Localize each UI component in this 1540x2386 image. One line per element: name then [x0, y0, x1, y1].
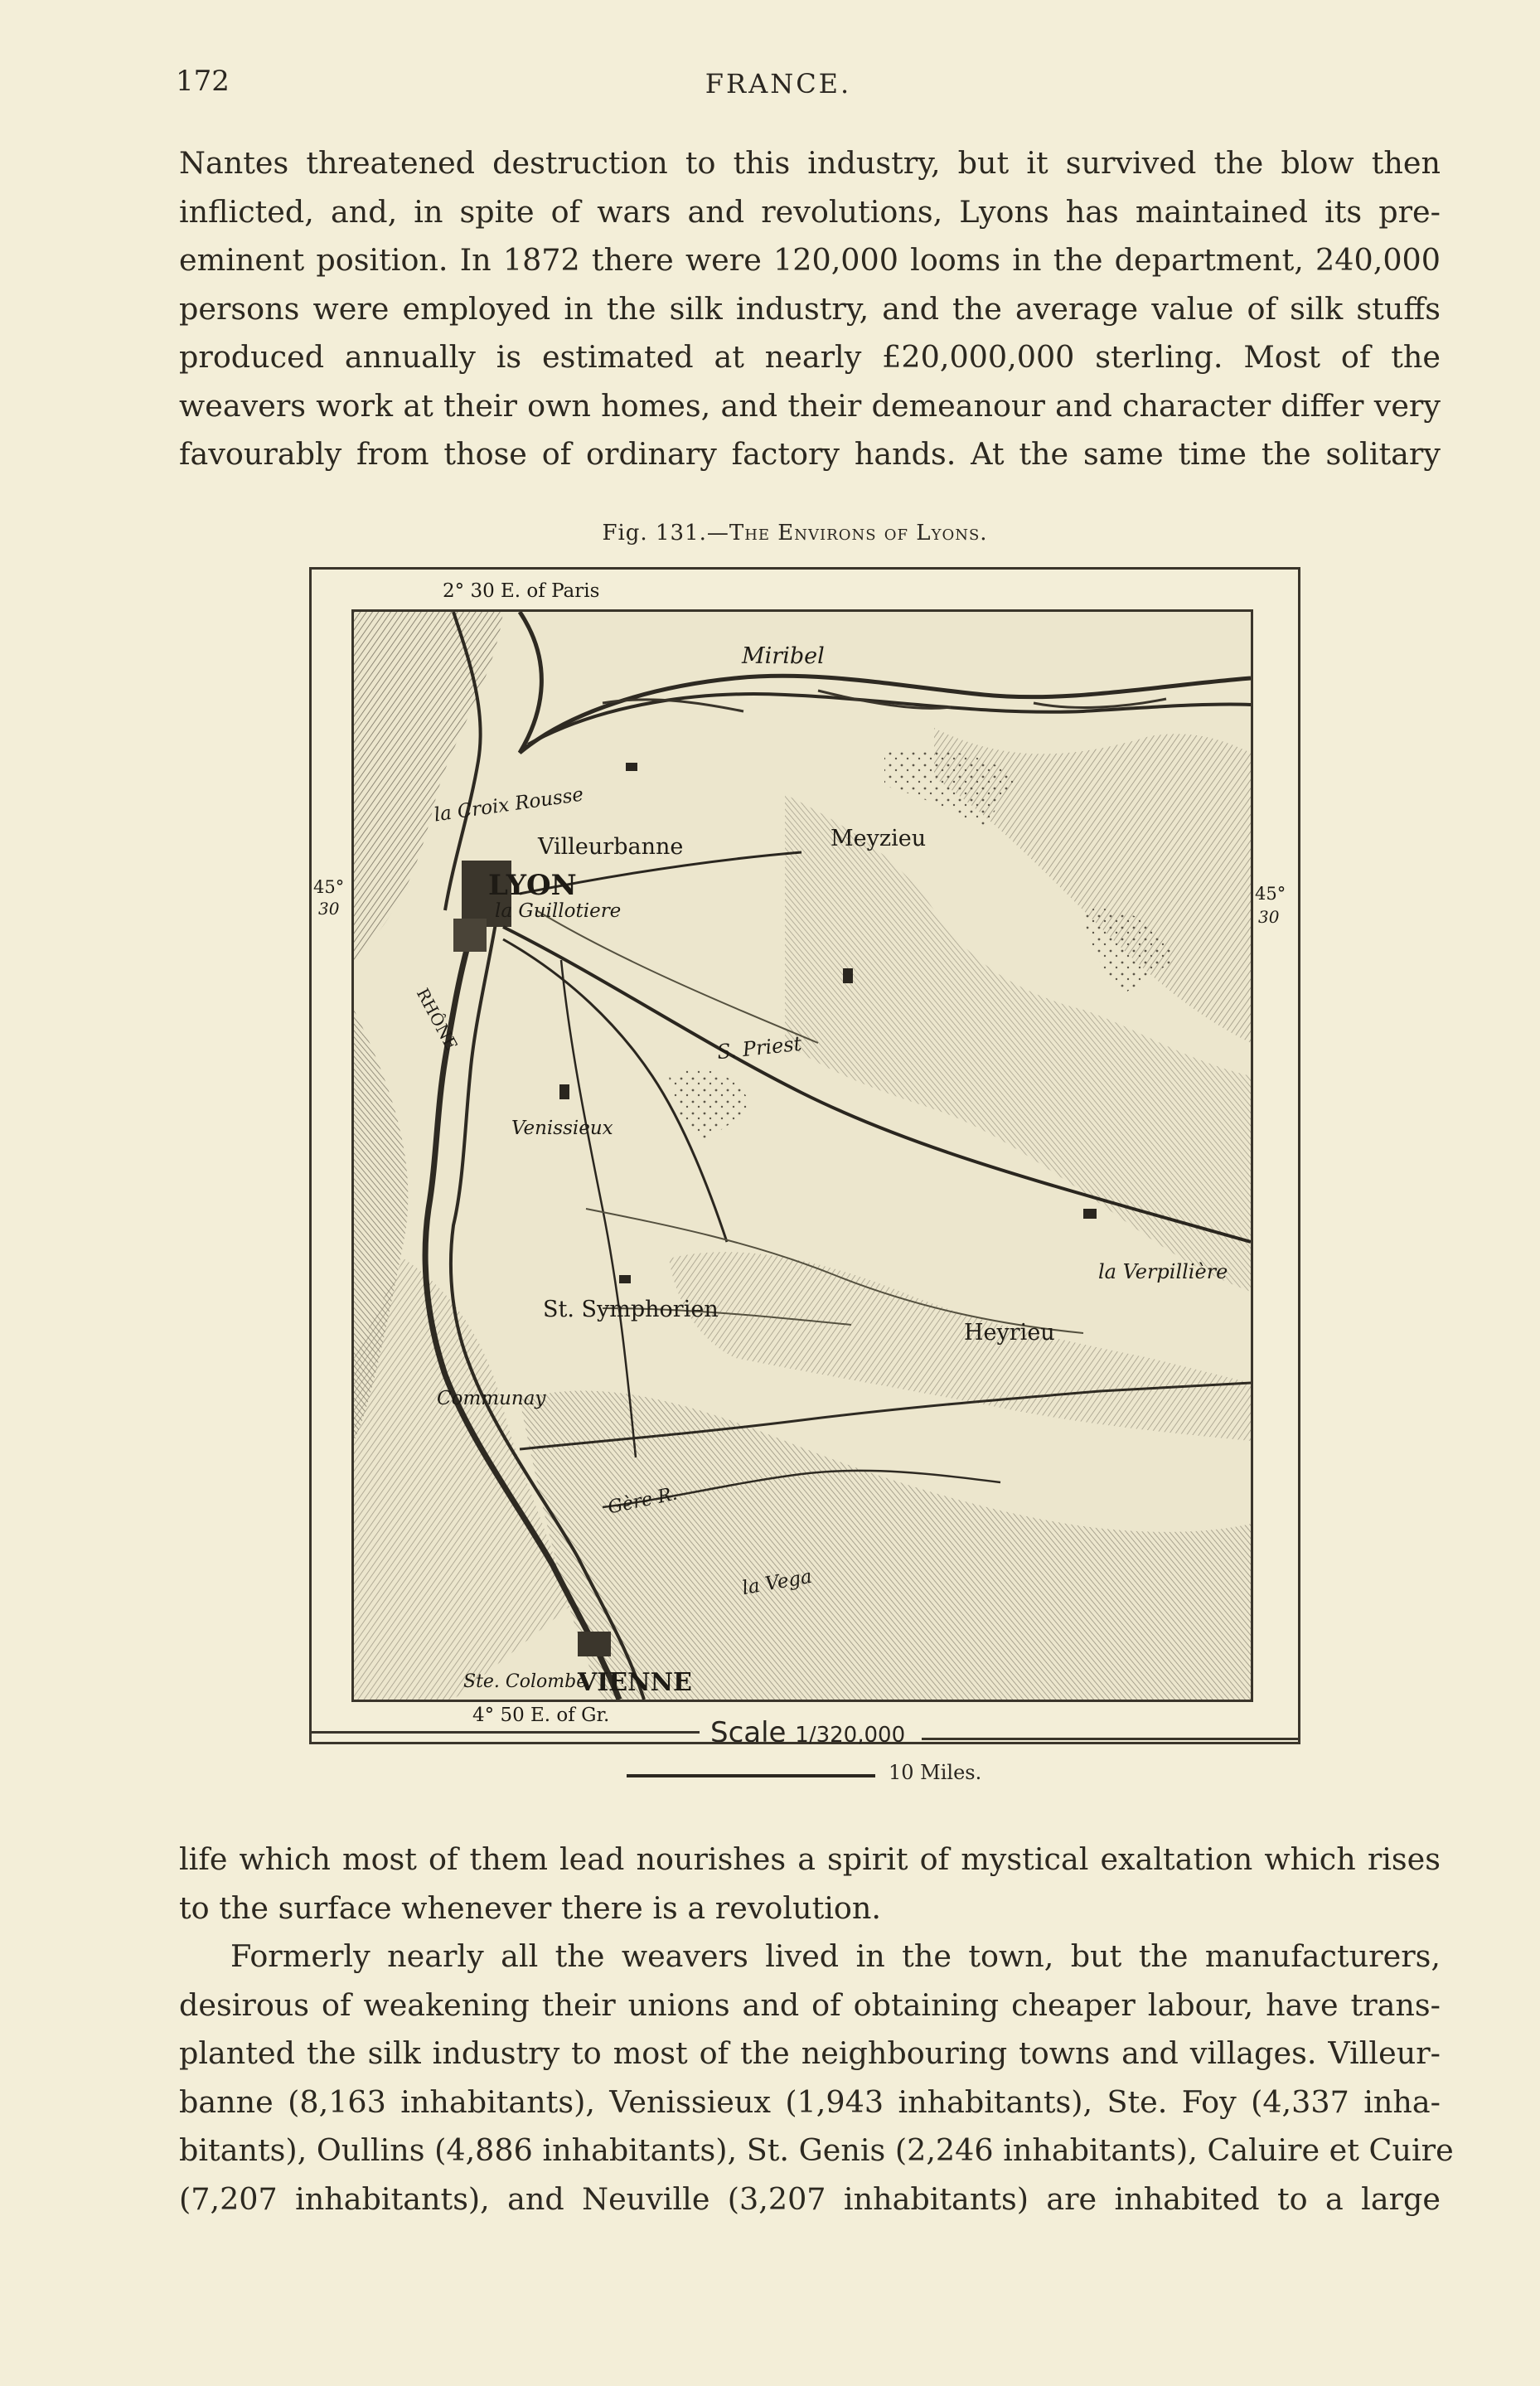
scale-rule-left [310, 1731, 700, 1734]
text-line: to the surface whenever there is a revolution. [179, 1889, 882, 1926]
paragraph-silk-villages [179, 1933, 1454, 2224]
text-line: life which most of them lead nourishes a spirit of mystical exaltation which rises [179, 1841, 1441, 1877]
label-latitude-right-deg: 45° [1255, 884, 1286, 904]
scale-ratio: 1/320,000 [795, 1723, 906, 1748]
map-environs-of-lyons [351, 609, 1253, 1702]
page-number: 172 [176, 65, 230, 98]
text-line: (7,207 inhabitants), and Neuville (3,207 inhabitants) are inhabited to a large [179, 2180, 1441, 2217]
figure-caption-title: The Environs of Lyons. [729, 521, 988, 546]
label-meyzieu: Meyzieu [831, 826, 927, 851]
label-latitude-left-deg: 45° [313, 877, 345, 897]
label-gere-r: Gère R. [606, 1483, 680, 1519]
label-st-symphorien: St. Symphorien [543, 1297, 719, 1322]
scale-word: Scale [710, 1716, 787, 1749]
text-line: bitants), Oullins (4,886 inhabitants), St. Genis (2,246 inhabitants), Caluire et Cuire [179, 2132, 1454, 2168]
text-line: favourably from those of ordinary factory hands. At the same time the solitary [179, 436, 1441, 472]
text-line: produced annually is estimated at nearly £20,000,000 sterling. Most of the [179, 339, 1441, 375]
label-lyon: LYON [488, 869, 577, 902]
text-line: Formerly nearly all the weavers lived in the town, but the manufacturers, [230, 1938, 1441, 1974]
text-line: Nantes threatened destruction to this industry, but it survived the blow then [179, 145, 1441, 181]
label-vienne: VIENNE [578, 1668, 692, 1697]
text-line: inflicted, and, in spite of wars and revolutions, Lyons has maintained its pre- [179, 193, 1441, 230]
label-latitude-right-min: 30 [1258, 907, 1280, 927]
paragraph-continued [179, 1836, 1441, 1933]
label-villeurbanne: Villeurbanne [538, 834, 684, 860]
text-line: planted the silk industry to most of the neighbouring towns and villages. Villeur- [179, 2035, 1441, 2071]
label-latitude-left-min: 30 [318, 899, 340, 919]
label-la-croix-rousse: la Croix Rousse [433, 783, 585, 827]
running-head: FRANCE. [705, 68, 852, 99]
text-line: persons were employed in the silk industry, and the average value of silk stuffs [179, 290, 1441, 327]
label-rhone: RHÔNE [412, 985, 462, 1054]
label-st-priest: S. Priest [715, 1031, 803, 1064]
label-la-vega: la Vega [740, 1565, 814, 1600]
text-line: banne (8,163 inhabitants), Venissieux (1,943 inhabitants), Ste. Foy (4,337 inha- [179, 2083, 1441, 2120]
text-line: weavers work at their own homes, and their demeanour and character differ very [179, 387, 1441, 424]
label-la-guillotiere: la Guillotiere [495, 900, 622, 922]
paragraph-top [179, 139, 1441, 479]
miles-label: 10 Miles. [889, 1761, 982, 1784]
label-ste-colombe: Ste. Colombe [463, 1671, 588, 1692]
label-la-verpilliere: la Verpillière [1098, 1260, 1228, 1283]
miles-bar [627, 1774, 875, 1777]
label-venissieux: Venissieux [511, 1118, 613, 1139]
label-greenwich-meridian: 4° 50 E. of Gr. [472, 1705, 610, 1726]
label-communay: Communay [437, 1388, 546, 1409]
figure-caption-number: Fig. 131.— [602, 521, 729, 546]
scale-rule-right [922, 1738, 1300, 1740]
text-line: eminent position. In 1872 there were 120,000 looms in the department, 240,000 [179, 242, 1441, 278]
figure-caption [0, 521, 1540, 546]
scale-label [710, 1716, 905, 1749]
label-heyrieu: Heyrieu [964, 1320, 1055, 1346]
map-artwork [354, 612, 1251, 1700]
text-line: desirous of weakening their unions and of obtaining cheaper labour, have trans- [179, 1986, 1441, 2023]
label-paris-meridian: 2° 30 E. of Paris [443, 580, 600, 602]
label-miribel: Miribel [742, 643, 825, 669]
